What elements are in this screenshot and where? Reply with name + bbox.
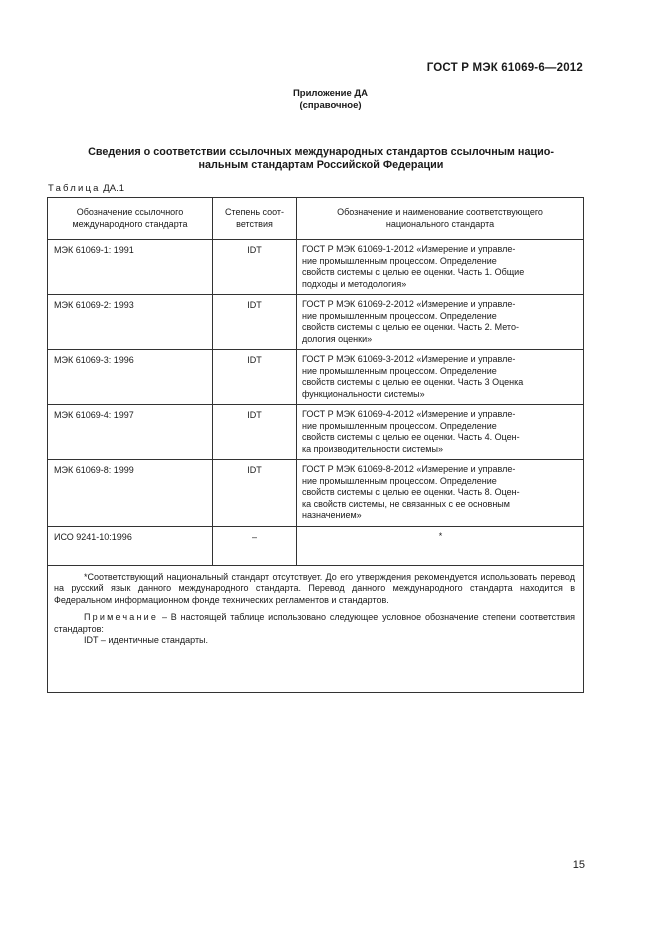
page-number: 15 — [572, 859, 585, 871]
national-line: функциональности системы» — [302, 388, 425, 399]
note-paragraph — [54, 612, 575, 636]
intl-standard-cell: ИСО 9241-10:1996 — [48, 526, 213, 565]
note-text: – В настоящей таблице использовано следующее условное обозначение степени соответствия стандартов: — [54, 611, 575, 634]
correspondence-table — [47, 197, 584, 693]
appendix-title: Приложение ДА — [292, 88, 369, 99]
section-title-line-1: Сведения о соответствии ссылочных международных стандартов ссылочным нацио- — [88, 146, 554, 158]
national-line: свойств системы с целью ее оценки. Часть 2. Мето- — [302, 322, 519, 332]
national-line: свойств системы с целью ее оценки. Часть 8. Оцен- — [302, 487, 520, 497]
table-row — [48, 405, 584, 460]
intl-standard-cell: МЭК 61069-8: 1999 — [48, 460, 213, 527]
national-line: назначением» — [302, 510, 362, 520]
degree-cell: IDT — [213, 295, 297, 350]
national-line: ка свойств системы, не связанных с ее основным — [302, 498, 510, 509]
national-line: ние промышленным процессом. Определение — [302, 420, 497, 431]
section-title-line-2: нальным стандартам Российской Федерации — [198, 159, 444, 171]
table-notes-row — [48, 565, 584, 692]
national-standard-cell — [297, 460, 584, 527]
section-title — [56, 146, 586, 172]
national-line: ка производительности системы» — [302, 443, 443, 454]
header-intl-line-2: международного стандарта — [72, 218, 188, 229]
national-line: свойств системы с целью ее оценки. Часть 3 Оценка — [302, 377, 524, 387]
note-label: Примечание — [84, 611, 159, 622]
degree-cell: – — [213, 526, 297, 565]
table-row — [48, 295, 584, 350]
intl-standard-cell: МЭК 61069-3: 1996 — [48, 350, 213, 405]
degree-cell: IDT — [213, 240, 297, 295]
table-header-row — [48, 198, 584, 240]
table-row — [48, 460, 584, 527]
national-line: ние промышленным процессом. Определение — [302, 365, 497, 376]
national-line: ГОСТ Р МЭК 61069-3-2012 «Измерение и управле- — [302, 354, 516, 364]
header-national-line-2: национального стандарта — [385, 218, 495, 229]
degree-cell: IDT — [213, 405, 297, 460]
header-degree — [213, 198, 297, 240]
degree-cell: IDT — [213, 460, 297, 527]
degree-cell: IDT — [213, 350, 297, 405]
national-line: ние промышленным процессом. Определение — [302, 255, 497, 266]
header-intl-standard — [48, 198, 213, 240]
table-body — [48, 240, 584, 693]
table-row — [48, 240, 584, 295]
intl-standard-cell: МЭК 61069-1: 1991 — [48, 240, 213, 295]
national-line: подходы и методология» — [302, 278, 407, 289]
table-notes-cell — [48, 565, 584, 692]
national-standard-cell — [297, 350, 584, 405]
appendix-subtitle: (справочное) — [299, 100, 362, 111]
header-intl-line-1: Обозначение ссылочного — [76, 207, 184, 217]
header-national-line-1: Обозначение и наименование соответствующего — [337, 207, 543, 217]
national-line: ГОСТ Р МЭК 61069-2-2012 «Измерение и управле- — [302, 299, 516, 309]
table-label-number: ДА.1 — [103, 183, 124, 194]
table-label-word: Таблица — [48, 183, 101, 194]
header-national-standard — [297, 198, 584, 240]
national-line: ние промышленным процессом. Определение — [302, 310, 497, 321]
table-row — [48, 350, 584, 405]
national-line: ГОСТ Р МЭК 61069-1-2012 «Измерение и управле- — [302, 244, 516, 254]
national-standard-cell — [297, 295, 584, 350]
national-line: ГОСТ Р МЭК 61069-8-2012 «Измерение и управле- — [302, 464, 516, 474]
table-row — [48, 526, 584, 565]
note-idt-definition: IDT – идентичные стандарты. — [84, 635, 209, 646]
national-standard-cell — [297, 405, 584, 460]
national-standard-cell — [297, 240, 584, 295]
header-degree-line-2: ветствия — [236, 218, 273, 229]
table-label — [48, 183, 124, 194]
national-line: дология оценки» — [302, 333, 373, 344]
document-code: ГОСТ Р МЭК 61069-6—2012 — [426, 62, 583, 74]
national-line: ГОСТ Р МЭК 61069-4-2012 «Измерение и управле- — [302, 409, 516, 419]
intl-standard-cell: МЭК 61069-2: 1993 — [48, 295, 213, 350]
footnote-marker: * — [438, 530, 443, 541]
national-line: свойств системы с целью ее оценки. Часть 1. Общие — [302, 267, 525, 277]
national-line: ние промышленным процессом. Определение — [302, 475, 497, 486]
intl-standard-cell: МЭК 61069-4: 1997 — [48, 405, 213, 460]
footnote-text: *Соответствующий национальный стандарт отсутствует. До его утверждения рекомендуется использовать перевод на русский язык данного международного стандарта. Перевод данного международного стандарта находится в Федеральном информационном фонде технических регламентов и стандартов. — [54, 571, 575, 606]
national-standard-cell — [297, 526, 584, 565]
national-line: свойств системы с целью ее оценки. Часть 4. Оцен- — [302, 432, 520, 442]
header-degree-line-1: Степень соот- — [224, 207, 285, 217]
